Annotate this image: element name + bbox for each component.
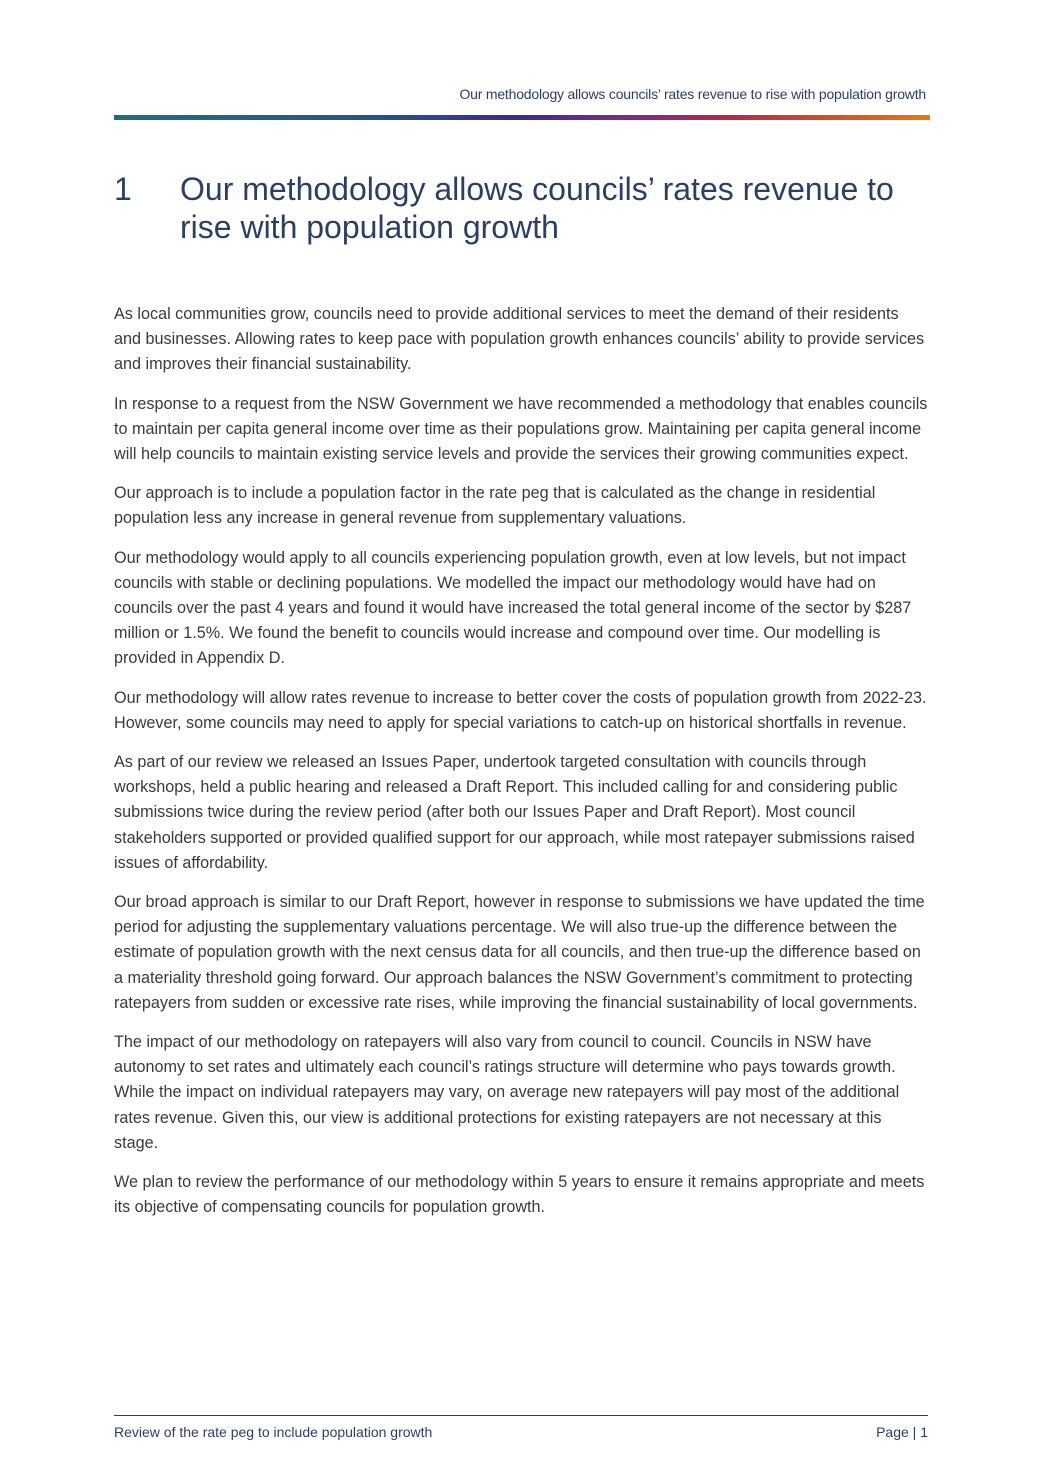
paragraph: Our broad approach is similar to our Draft Report, however in response to submissions we have updated the time period for adjusting the supplementary valuations percentage. We will also true-up the difference between the estimate of population growth with the next census data for all councils, and then true-up the difference based on a materiality threshold going forward. Our approach balances the NSW Government’s commitment to protecting ratepayers from sudden or excessive rate rises, while improving the financial sustainability of local governments.: [114, 893, 925, 1012]
footer-rule: [114, 1415, 928, 1416]
paragraph: As part of our review we released an Issues Paper, undertook targeted consultation with councils through workshops, held a public hearing and released a Draft Report. This included calling for and considering public submissions twice during the review period (after both our Issues Paper and Draft Report). Most council stakeholders supported or provided qualified support for our approach, while most ratepayer submissions raised issues of affordability.: [114, 753, 915, 872]
paragraph: In response to a request from the NSW Government we have recommended a methodology that enables councils to maintain per capita general income over time as their populations grow. Maintaining per capita general income will help councils to maintain existing service levels and provide the services their growing communities expect.: [114, 394, 928, 464]
chapter-heading: [114, 170, 930, 246]
footer-page-number: Page | 1: [876, 1424, 928, 1440]
paragraph: We plan to review the performance of our methodology within 5 years to ensure it remains appropriate and meets its objective of compensating councils for population growth.: [114, 1173, 925, 1217]
running-header: Our methodology allows councils’ rates revenue to rise with population growth: [459, 86, 926, 102]
paragraph: Our approach is to include a population factor in the rate peg that is calculated as the change in residential population less any increase in general revenue from supplementary valuations.: [114, 484, 876, 528]
header-gradient-rule: [114, 115, 930, 120]
chapter-number: 1: [114, 171, 132, 207]
body-text: [114, 302, 930, 1235]
paragraph: Our methodology would apply to all councils experiencing population growth, even at low levels, but not impact councils with stable or declining populations. We modelled the impact our methodology would have had on councils over the past 4 years and found it would have increased the total general income of the sector by $287 million or 1.5%. We found the benefit to councils would increase and compound over time. Our modelling is provided in Appendix D.: [114, 548, 912, 668]
paragraph: The impact of our methodology on ratepayers will also vary from council to council. Councils in NSW have autonomy to set rates and ultimately each council’s ratings structure will determine who pays towards growth. While the impact on individual ratepayers may vary, on average new ratepayers will pay most of the additional rates revenue. Given this, our view is additional protections for existing ratepayers are not necessary at this stage.: [114, 1033, 900, 1152]
chapter-title: Our methodology allows councils’ rates revenue to rise with population growth: [180, 171, 894, 245]
footer-report-title: Review of the rate peg to include population growth: [114, 1424, 433, 1440]
paragraph: As local communities grow, councils need to provide additional services to meet the demand of their residents and businesses. Allowing rates to keep pace with population growth enhances councils’ ability to provide services and improves their financial sustainability.: [114, 305, 925, 374]
paragraph: Our methodology will allow rates revenue to increase to better cover the costs of population growth from 2022-23. However, some councils may need to apply for special variations to catch-up on historical shortfalls in revenue.: [114, 688, 927, 732]
